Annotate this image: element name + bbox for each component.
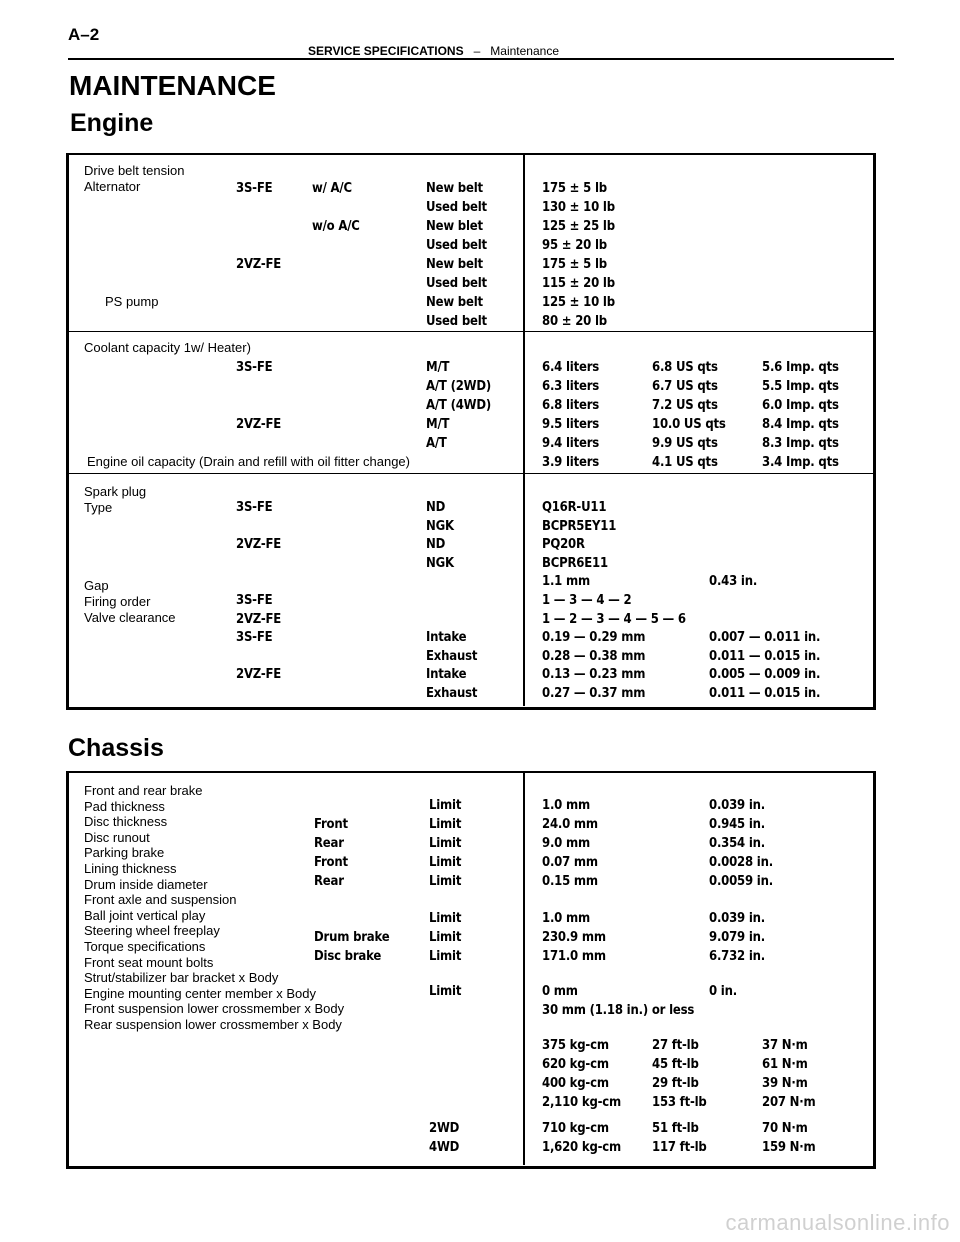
metric-value-cell: 1.0 mm: [542, 798, 590, 813]
chassis-spec-table: [66, 771, 876, 1169]
newton-meter-cell: 70 N·m: [762, 1121, 808, 1136]
us-qts-cell: 7.2 US qts: [652, 398, 718, 413]
spec-type-cell: Exhaust: [426, 686, 478, 701]
belt-state-cell: Used belt: [426, 200, 487, 215]
header-separator: –: [473, 44, 481, 58]
metric-value-cell: 0.13 — 0.23 mm: [542, 667, 646, 683]
transmission-cell: M/T: [426, 417, 450, 432]
type-label: Type: [84, 500, 113, 515]
imperial-value-cell: 0.011 — 0.015 in.: [709, 686, 821, 701]
imperial-value-cell: 51 ft-lb: [652, 1121, 699, 1136]
metric-value-cell: 0 mm: [542, 984, 578, 999]
liters-cell: 3.9 liters: [542, 455, 600, 470]
newton-meter-cell: 207 N·m: [762, 1095, 816, 1110]
belt-label: Drive belt tension: [84, 163, 185, 178]
imp-qts-cell: 5.5 Imp. qts: [762, 379, 839, 394]
metric-value-cell: 30 mm (1.18 in.) or less: [542, 1003, 695, 1018]
tension-value-cell: 125 ± 10 lb: [542, 295, 615, 310]
chassis-heading: Chassis: [68, 734, 164, 762]
chassis-labels: [84, 783, 344, 1033]
header-subtitle: Maintenance: [490, 44, 559, 58]
metric-value-cell: 1 — 3 — 4 — 2: [542, 593, 632, 608]
spec-kind-cell: Limit: [429, 984, 462, 999]
metric-value-cell: 0.15 mm: [542, 874, 598, 889]
imperial-value-cell: 0 in.: [709, 984, 737, 999]
engine-model-cell: 2VZ-FE: [236, 667, 282, 683]
position-cell: Disc brake: [314, 949, 382, 964]
chassis-item-label: Front suspension lower crossmember x Body: [84, 1001, 345, 1017]
position-cell: Rear: [314, 836, 344, 851]
metric-value-cell: 1 — 2 — 3 — 4 — 5 — 6: [542, 611, 686, 627]
chassis-item-label: Drum inside diameter: [84, 876, 208, 892]
imperial-value-cell: 0.945 in.: [709, 817, 766, 832]
engine-model-cell: 2VZ-FE: [236, 257, 282, 272]
chassis-item-label: Parking brake: [84, 845, 165, 861]
metric-value-cell: 0.28 — 0.38 mm: [542, 648, 646, 664]
metric-value-cell: Q16R-U11: [542, 500, 607, 515]
spec-type-cell: NGK: [426, 555, 454, 571]
metric-value-cell: 375 kg-cm: [542, 1038, 609, 1053]
belt-state-cell: New belt: [426, 257, 483, 272]
spec-type-cell: NGK: [426, 518, 454, 534]
engine-spec-table: [66, 153, 876, 710]
chassis-item-label: Ball joint vertical play: [84, 907, 206, 923]
metric-value-cell: 24.0 mm: [542, 817, 598, 832]
belt-state-cell: Used belt: [426, 314, 487, 329]
gap-label: Gap: [84, 578, 109, 593]
metric-value-cell: 400 kg-cm: [542, 1076, 609, 1091]
us-qts-cell: 10.0 US qts: [652, 417, 726, 432]
spec-type-cell: Exhaust: [426, 648, 478, 664]
oil-capacity-label: Engine oil capacity (Drain and refill with oil fitter change): [87, 454, 410, 469]
metric-value-cell: 9.0 mm: [542, 836, 590, 851]
tension-value-cell: 175 ± 5 lb: [542, 181, 607, 196]
valve-clearance-label: Valve clearance: [84, 610, 176, 625]
tension-value-cell: 130 ± 10 lb: [542, 200, 615, 215]
liters-cell: 9.4 liters: [542, 436, 600, 451]
chassis-item-label: Disc runout: [84, 829, 150, 845]
chassis-item-label: Front seat mount bolts: [84, 954, 214, 970]
imperial-value-cell: 117 ft-lb: [652, 1140, 707, 1155]
imperial-value-cell: 9.079 in.: [709, 930, 766, 945]
watermark: carmanualsonline.info: [725, 1210, 950, 1235]
metric-value-cell: BCPR5EY11: [542, 518, 617, 534]
newton-meter-cell: 159 N·m: [762, 1140, 816, 1155]
us-qts-cell: 4.1 US qts: [652, 455, 718, 470]
belt-state-cell: New belt: [426, 181, 483, 196]
belt-state-cell: New blet: [426, 219, 483, 234]
tension-value-cell: 125 ± 25 lb: [542, 219, 615, 234]
engine-model-cell: 3S-FE: [236, 630, 273, 646]
transmission-cell: A/T (4WD): [426, 398, 492, 413]
spark-plug-label: Spark plug: [84, 484, 147, 499]
engine-model-cell: 3S-FE: [236, 181, 273, 196]
ac-condition-cell: w/o A/C: [312, 219, 360, 234]
metric-value-cell: 1.0 mm: [542, 911, 590, 926]
tension-value-cell: 80 ± 20 lb: [542, 314, 607, 329]
spec-kind-cell: Limit: [429, 949, 462, 964]
imp-qts-cell: 8.4 Imp. qts: [762, 417, 839, 432]
running-header: [308, 44, 559, 58]
metric-value-cell: 2,110 kg-cm: [542, 1095, 621, 1110]
imperial-value-cell: 0.007 — 0.011 in.: [709, 630, 821, 646]
liters-cell: 6.3 liters: [542, 379, 600, 394]
imperial-value-cell: 45 ft-lb: [652, 1057, 699, 1072]
page-number: A–2: [68, 25, 100, 44]
us-qts-cell: 6.7 US qts: [652, 379, 718, 394]
chassis-item-label: Torque specifications: [84, 938, 206, 954]
tension-value-cell: 115 ± 20 lb: [542, 276, 615, 291]
metric-value-cell: BCPR6E11: [542, 555, 608, 571]
liters-cell: 6.8 liters: [542, 398, 600, 413]
engine-model-cell: 2VZ-FE: [236, 611, 282, 627]
engine-model-cell: 3S-FE: [236, 500, 273, 515]
engine-model-cell: 2VZ-FE: [236, 537, 282, 553]
ps-pump-label: PS pump: [105, 294, 159, 309]
alternator-label: Alternator: [84, 179, 141, 194]
firing-order-label: Firing order: [84, 594, 151, 609]
spec-kind-cell: Limit: [429, 855, 462, 870]
imperial-value-cell: 0.0059 in.: [709, 874, 773, 889]
position-cell: Rear: [314, 874, 344, 889]
imp-qts-cell: 8.3 Imp. qts: [762, 436, 839, 451]
newton-meter-cell: 39 N·m: [762, 1076, 808, 1091]
ac-condition-cell: w/ A/C: [312, 181, 352, 196]
imp-qts-cell: 6.0 Imp. qts: [762, 398, 839, 413]
chassis-item-label: Steering wheel freeplay: [84, 923, 220, 939]
chassis-item-label: Disc thickness: [84, 814, 168, 830]
metric-value-cell: 171.0 mm: [542, 949, 606, 964]
us-qts-cell: 6.8 US qts: [652, 360, 718, 375]
metric-value-cell: 0.07 mm: [542, 855, 598, 870]
header-rule: [68, 58, 894, 60]
spec-kind-cell: Limit: [429, 930, 462, 945]
imperial-value-cell: 0.005 — 0.009 in.: [709, 667, 821, 683]
chassis-item-label: Front axle and suspension: [84, 892, 237, 908]
metric-value-cell: 1,620 kg-cm: [542, 1140, 621, 1155]
newton-meter-cell: 37 N·m: [762, 1038, 808, 1053]
chassis-item-label: Rear suspension lower crossmember x Body: [84, 1016, 342, 1032]
spec-type-cell: Intake: [426, 667, 467, 683]
imperial-value-cell: 0.039 in.: [709, 911, 766, 926]
imperial-value-cell: 153 ft-lb: [652, 1095, 707, 1110]
spec-type-cell: Intake: [426, 630, 467, 646]
page-title: MAINTENANCE: [69, 70, 276, 101]
position-cell: Drum brake: [314, 930, 390, 945]
spec-kind-cell: Limit: [429, 874, 462, 889]
liters-cell: 9.5 liters: [542, 417, 600, 432]
imperial-value-cell: 0.354 in.: [709, 836, 766, 851]
imperial-value-cell: 29 ft-lb: [652, 1076, 699, 1091]
transmission-cell: M/T: [426, 360, 450, 375]
metric-value-cell: 710 kg-cm: [542, 1121, 609, 1136]
header-title: SERVICE SPECIFICATIONS: [308, 44, 464, 58]
metric-value-cell: 0.27 — 0.37 mm: [542, 686, 646, 701]
spec-kind-cell: Limit: [429, 798, 462, 813]
engine-model-cell: 3S-FE: [236, 593, 273, 608]
chassis-item-label: Engine mounting center member x Body: [84, 985, 316, 1001]
us-qts-cell: 9.9 US qts: [652, 436, 718, 451]
imperial-value-cell: 0.43 in.: [709, 574, 758, 590]
spec-kind-cell: Limit: [429, 817, 462, 832]
column-divider: [523, 773, 525, 1165]
metric-value-cell: 230.9 mm: [542, 930, 606, 945]
transmission-cell: A/T (2WD): [426, 379, 492, 394]
imp-qts-cell: 3.4 Imp. qts: [762, 455, 839, 470]
imp-qts-cell: 5.6 Imp. qts: [762, 360, 839, 375]
imperial-value-cell: 0.0028 in.: [709, 855, 773, 870]
tension-value-cell: 95 ± 20 lb: [542, 238, 607, 253]
spec-type-cell: ND: [426, 537, 446, 553]
imperial-value-cell: 27 ft-lb: [652, 1038, 699, 1053]
spec-kind-cell: Limit: [429, 836, 462, 851]
imperial-value-cell: 6.732 in.: [709, 949, 766, 964]
newton-meter-cell: 61 N·m: [762, 1057, 808, 1072]
chassis-item-label: Strut/stabilizer bar bracket x Body: [84, 970, 279, 986]
metric-value-cell: PQ20R: [542, 537, 585, 553]
metric-value-cell: 620 kg-cm: [542, 1057, 609, 1072]
belt-state-cell: Used belt: [426, 238, 487, 253]
position-cell: Front: [314, 817, 348, 832]
engine-model-cell: 3S-FE: [236, 360, 273, 375]
belt-state-cell: Used belt: [426, 276, 487, 291]
metric-value-cell: 1.1 mm: [542, 574, 590, 590]
spec-kind-cell: Limit: [429, 911, 462, 926]
tension-value-cell: 175 ± 5 lb: [542, 257, 607, 272]
imperial-value-cell: 0.011 — 0.015 in.: [709, 648, 821, 664]
metric-value-cell: 0.19 — 0.29 mm: [542, 630, 646, 646]
engine-model-cell: 2VZ-FE: [236, 417, 282, 432]
chassis-item-label: Pad thickness: [84, 798, 165, 814]
chassis-item-label: Front and rear brake: [84, 783, 203, 798]
liters-cell: 6.4 liters: [542, 360, 600, 375]
transmission-cell: A/T: [426, 436, 447, 451]
coolant-label: Coolant capacity 1w/ Heater): [84, 340, 251, 355]
spec-kind-cell: 2WD: [429, 1121, 460, 1136]
belt-state-cell: New belt: [426, 295, 483, 310]
position-cell: Front: [314, 855, 348, 870]
chassis-item-label: Lining thickness: [84, 860, 177, 876]
imperial-value-cell: 0.039 in.: [709, 798, 766, 813]
spec-type-cell: ND: [426, 500, 446, 515]
engine-heading: Engine: [70, 109, 154, 137]
spec-kind-cell: 4WD: [429, 1140, 460, 1155]
